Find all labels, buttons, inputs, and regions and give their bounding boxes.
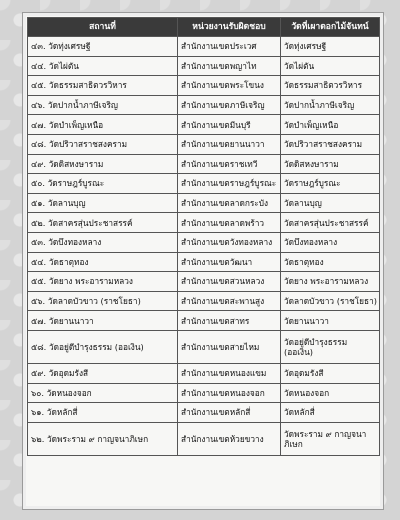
cell-agency: สำนักงานเขตหนองจอก — [178, 383, 281, 403]
header-agency: หน่วยงานรับผิดชอบ — [178, 18, 281, 37]
cell-agency: สำนักงานเขตสวนหลวง — [178, 272, 281, 292]
cell-agency: สำนักงานเขตหนองแขม — [178, 363, 281, 383]
table-row — [28, 154, 380, 174]
table-row — [28, 232, 380, 252]
table-row — [28, 37, 380, 57]
cell-location: ๕๒. วัดสาครสุ่นประชาสรรค์ — [28, 213, 178, 233]
cell-agency: สำนักงานเขตภาษีเจริญ — [178, 95, 281, 115]
header-location: สถานที่ — [28, 18, 178, 37]
cell-agency: สำนักงานเขตหลักสี่ — [178, 403, 281, 423]
table-row — [28, 311, 380, 331]
table-header-row — [28, 18, 380, 37]
cell-location: ๖๒. วัดพระราม ๙ กาญจนาภิเษก — [28, 422, 178, 455]
cell-temple: วัดปริวาสราชสงคราม — [281, 134, 380, 154]
table-row — [28, 330, 380, 363]
cell-agency: สำนักงานเขตลาดพร้าว — [178, 213, 281, 233]
table-body — [28, 37, 380, 456]
table-row — [28, 115, 380, 135]
cell-temple: วัดไผ่ตัน — [281, 56, 380, 76]
cell-location: ๔๓. วัดทุ่งเศรษฐี — [28, 37, 178, 57]
cell-temple: วัดลานบุญ — [281, 193, 380, 213]
cell-location: ๕๖. วัดลาดบัวขาว (ราชโยธา) — [28, 291, 178, 311]
cell-agency: สำนักงานเขตวังทองหลาง — [178, 232, 281, 252]
cell-location: ๕๗. วัดยานนาวา — [28, 311, 178, 331]
cell-agency: สำนักงานเขตยานนาวา — [178, 134, 281, 154]
cell-agency: สำนักงานเขตสาทร — [178, 311, 281, 331]
cell-location: ๔๘. วัดปริวาสราชสงคราม — [28, 134, 178, 154]
cell-temple: วัดยาง พระอารามหลวง — [281, 272, 380, 292]
table-row — [28, 193, 380, 213]
cell-agency: สำนักงานเขตราษฎร์บูรณะ — [178, 174, 281, 194]
cell-temple: วัดบำเพ็ญเหนือ — [281, 115, 380, 135]
table-row — [28, 383, 380, 403]
temple-table — [27, 17, 380, 456]
cell-temple: วัดปากน้ำภาษีเจริญ — [281, 95, 380, 115]
cell-agency: สำนักงานเขตพญาไท — [178, 56, 281, 76]
table-row — [28, 363, 380, 383]
cell-temple: วัดราษฎร์บูรณะ — [281, 174, 380, 194]
table-row — [28, 56, 380, 76]
table-row — [28, 291, 380, 311]
cell-temple: วัดลาดบัวขาว (ราชโยธา) — [281, 291, 380, 311]
cell-agency: สำนักงานเขตสะพานสูง — [178, 291, 281, 311]
cell-location: ๔๕. วัดธรรมสาธิตวรวิหาร — [28, 76, 178, 96]
cell-location: ๔๔. วัดไผ่ตัน — [28, 56, 178, 76]
table-row — [28, 403, 380, 423]
cell-location: ๕๑. วัดลานบุญ — [28, 193, 178, 213]
cell-location: ๔๖. วัดปากน้ำภาษีเจริญ — [28, 95, 178, 115]
cell-temple: วัดดิสหงษาราม — [281, 154, 380, 174]
cell-temple: วัดอยู่ดีบำรุงธรรม (ออเงิน) — [281, 330, 380, 363]
table-row — [28, 272, 380, 292]
cell-agency: สำนักงานเขตห้วยขวาง — [178, 422, 281, 455]
cell-agency: สำนักงานเขตวัฒนา — [178, 252, 281, 272]
cell-temple: วัดพระราม ๙ กาญจนาภิเษก — [281, 422, 380, 455]
cell-agency: สำนักงานเขตลาดกระบัง — [178, 193, 281, 213]
cell-temple: วัดสาครสุ่นประชาสรรค์ — [281, 213, 380, 233]
cell-location: ๕๘. วัดอยู่ดีบำรุงธรรม (ออเงิน) — [28, 330, 178, 363]
cell-location: ๕๔. วัดธาตุทอง — [28, 252, 178, 272]
cell-temple: วัดอุดมรังสี — [281, 363, 380, 383]
table-row — [28, 95, 380, 115]
cell-temple: วัดธาตุทอง — [281, 252, 380, 272]
cell-agency: สำนักงานเขตพระโขนง — [178, 76, 281, 96]
cell-location: ๔๗. วัดบำเพ็ญเหนือ — [28, 115, 178, 135]
cell-location: ๔๙. วัดดิสหงษาราม — [28, 154, 178, 174]
header-temple: วัดที่เผาดอกไม้จันทน์ — [281, 18, 380, 37]
cell-temple: วัดธรรมสาธิตวรวิหาร — [281, 76, 380, 96]
cell-location: ๕๓. วัดบึงทองหลาง — [28, 232, 178, 252]
cell-location: ๖๐. วัดหนองจอก — [28, 383, 178, 403]
cell-location: ๕๕. วัดยาง พระอารามหลวง — [28, 272, 178, 292]
table-row — [28, 134, 380, 154]
cell-temple: วัดหนองจอก — [281, 383, 380, 403]
table-row — [28, 213, 380, 233]
document-sheet — [22, 12, 384, 510]
cell-temple: วัดยานนาวา — [281, 311, 380, 331]
cell-temple: วัดบึงทองหลาง — [281, 232, 380, 252]
cell-agency: สำนักงานเขตประเวศ — [178, 37, 281, 57]
cell-agency: สำนักงานเขตมีนบุรี — [178, 115, 281, 135]
cell-location: ๕๙. วัดอุดมรังสี — [28, 363, 178, 383]
table-row — [28, 252, 380, 272]
cell-temple: วัดทุ่งเศรษฐี — [281, 37, 380, 57]
cell-agency: สำนักงานเขตสายไหม — [178, 330, 281, 363]
table-row — [28, 174, 380, 194]
table-row — [28, 422, 380, 455]
cell-temple: วัดหลักสี่ — [281, 403, 380, 423]
cell-location: ๕๐. วัดราษฎร์บูรณะ — [28, 174, 178, 194]
table-row — [28, 76, 380, 96]
cell-location: ๖๑. วัดหลักสี่ — [28, 403, 178, 423]
cell-agency: สำนักงานเขตราชเทวี — [178, 154, 281, 174]
